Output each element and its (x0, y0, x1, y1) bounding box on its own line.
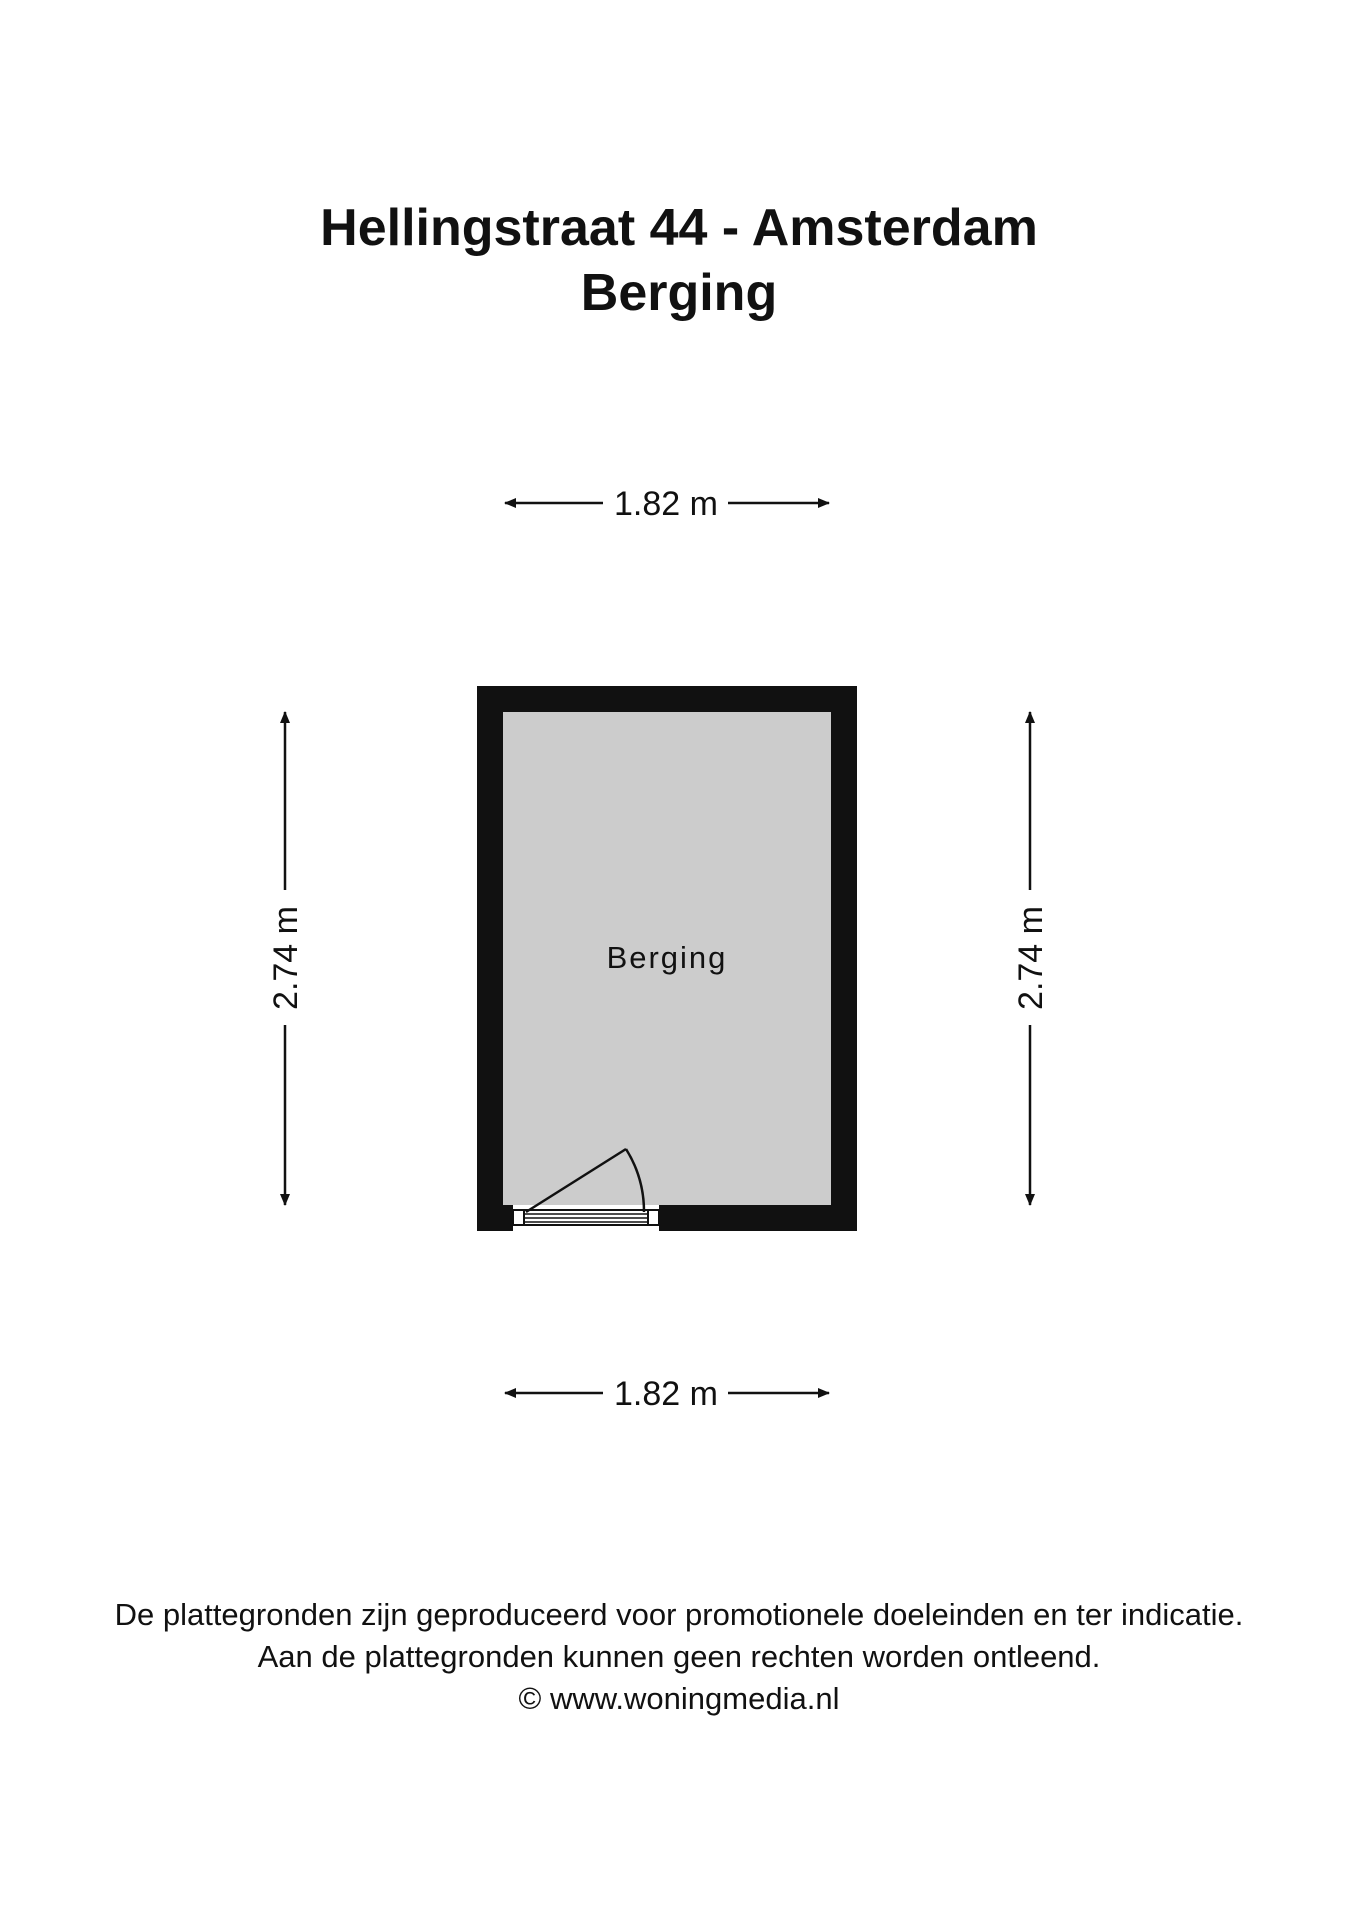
floor-subtitle: Berging (580, 264, 778, 322)
bottom-width-dimension (505, 1375, 829, 1413)
left-height-dimension (267, 712, 305, 1205)
room-label: Berging (606, 940, 728, 975)
page-title: Hellingstraat 44 - Amsterdam (320, 199, 1038, 257)
disclaimer-line-1: De plattegronden zijn geproduceerd voor promotionele doeleinden en ter indicatie. (114, 1597, 1244, 1632)
right-height-dimension (1012, 712, 1050, 1205)
left-height-label: 2.74 m (267, 906, 305, 1010)
right-height-label: 2.74 m (1012, 906, 1050, 1010)
copyright-line: © www.woningmedia.nl (518, 1681, 840, 1716)
room-berging (477, 686, 857, 1231)
bottom-width-label: 1.82 m (614, 1375, 718, 1413)
top-width-dimension (505, 485, 829, 523)
top-width-label: 1.82 m (614, 485, 718, 523)
disclaimer-line-2: Aan de plattegronden kunnen geen rechten worden ontleend. (257, 1639, 1101, 1674)
